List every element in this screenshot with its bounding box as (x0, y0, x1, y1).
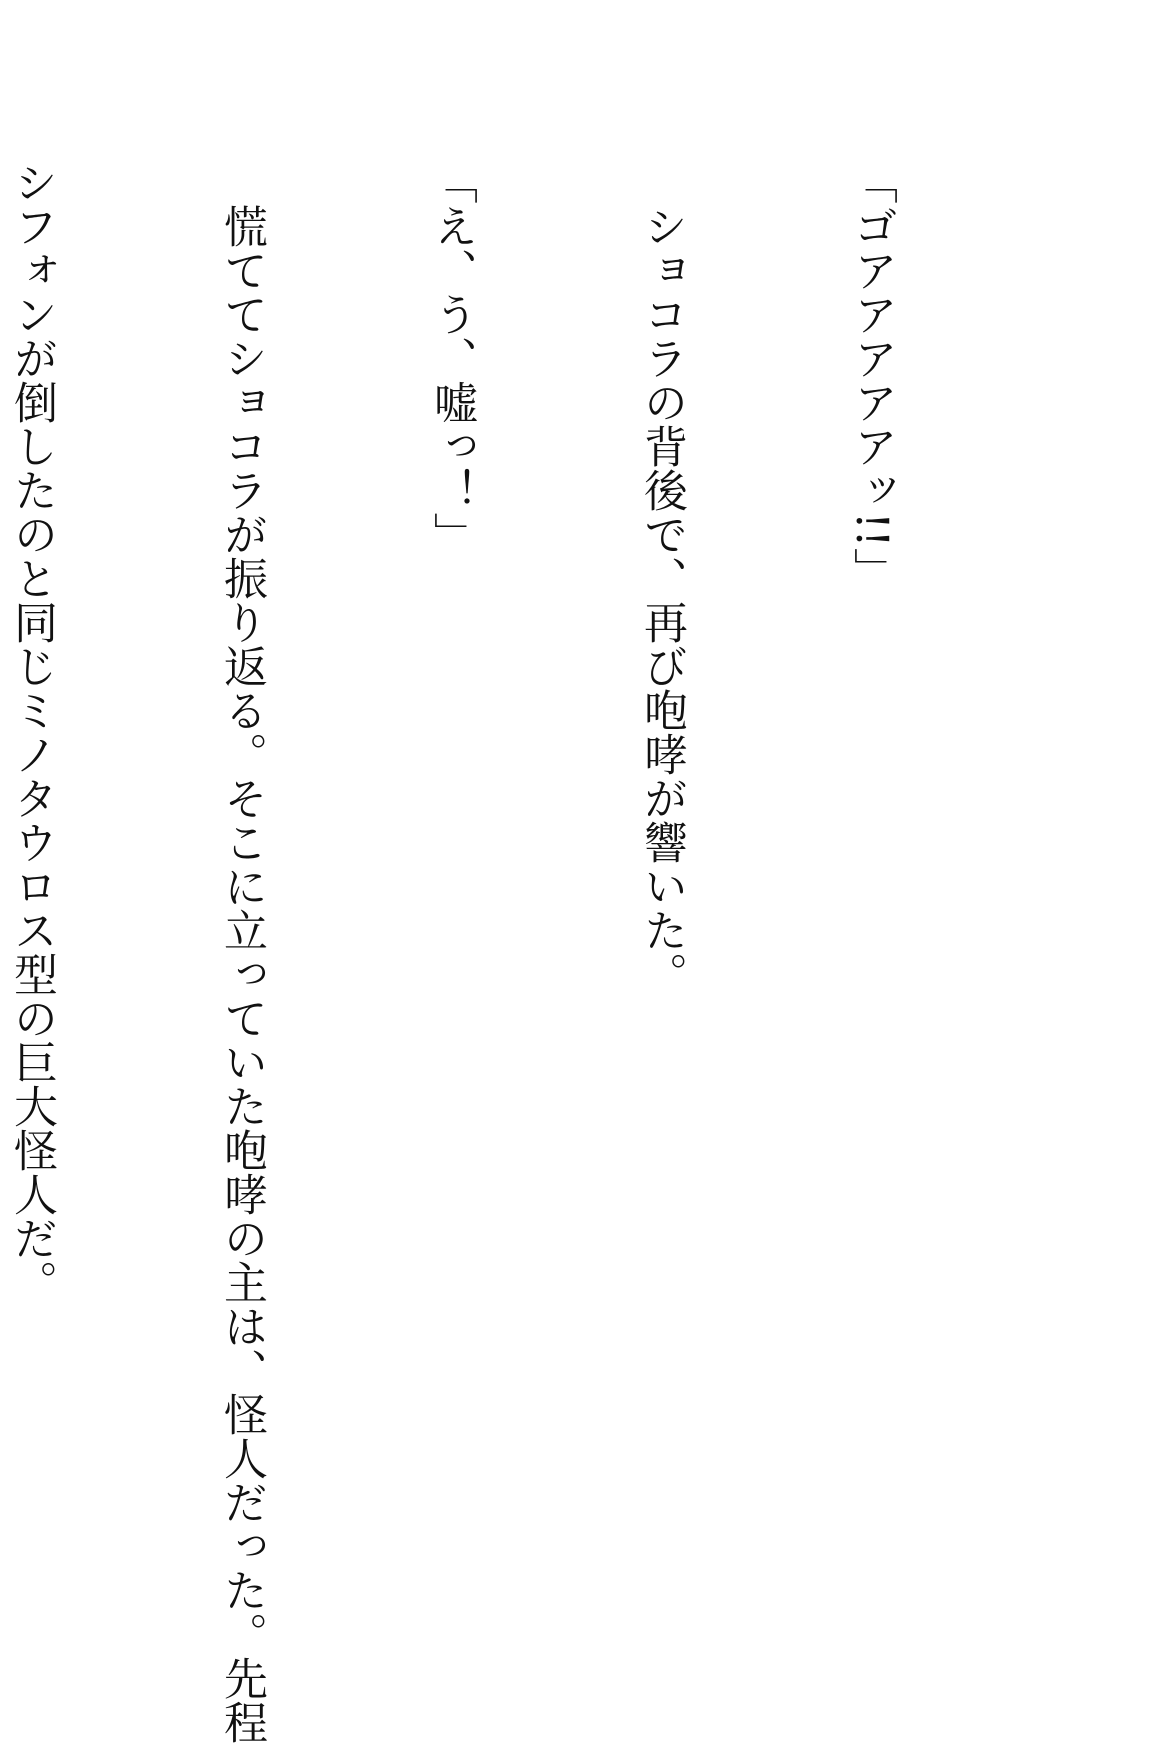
text-line: ショコラの背後で、再び咆哮が響いた。 (636, 160, 687, 996)
text-line: 慌ててショコラが振り返る。そこに立っていた咆哮の主は、怪人だった。先程 (216, 160, 267, 1744)
vertical-text-body (0, 160, 1046, 1744)
text-line: 「ゴアアアアアッ!!」 (846, 160, 897, 592)
text-line: 「え、う、嘘っ！」 (426, 160, 477, 556)
text-line: シフォンが倒したのと同じミノタウロス型の巨大怪人だ。 (6, 160, 57, 1304)
